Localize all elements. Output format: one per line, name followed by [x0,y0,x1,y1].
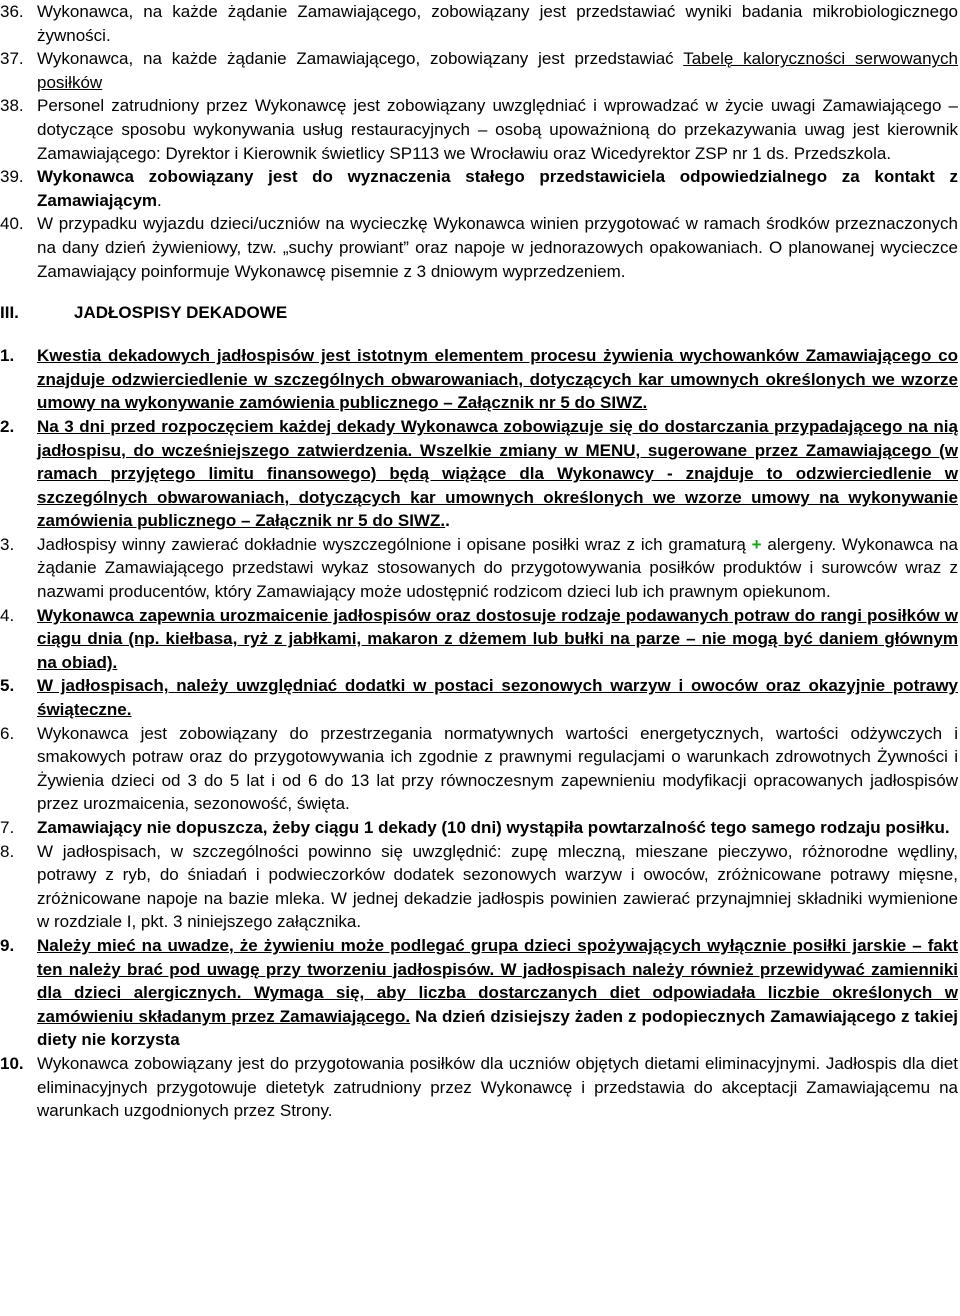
item-number: 39. [0,167,24,187]
list-item [0,212,960,283]
list-item [0,674,960,721]
item-number: 1. [0,346,15,366]
item-number: 3. [0,534,15,554]
item-text: W jadłospisach, należy uwzględniać dodatki w postaci sezonowych warzyw i owoców oraz okazyjnie potrawy świąteczne. [37,676,958,720]
item-text: alergeny. Wykonawca na żądanie Zamawiającego przedstawi wykaz stosowanych do przygotowywania posiłków produktów i surowców wraz z nazwami producentów, który Zamawiający może udostępnić rodzicom dzieci lub ich prawnym opiekunom. [37,534,958,602]
item-text: . [157,190,162,210]
list-item [0,816,960,840]
numbered-list-top [0,0,960,283]
list-item [0,0,960,47]
list-item [0,840,960,934]
list-item [0,934,960,1052]
list-item [0,165,960,212]
list-item [0,415,960,533]
item-number: 2. [0,416,15,436]
list-item [0,47,960,94]
item-number: 4. [0,605,15,625]
item-number: 10. [0,1053,24,1073]
item-number: 8. [0,841,15,861]
item-text: Jadłospisy winny zawierać dokładnie wyszczególnione i opisane posiłki wraz z ich gramaturą [37,534,752,554]
item-text: Wykonawca jest zobowiązany do przestrzegania normatywnych wartości energetycznych, wartości odżywczych i smakowych potraw oraz do przygotowywania ich zgodnie z prawnymi regulacjami o warunkach zdrowotnych Żywności i Żywienia dzieci od 3 do 5 lat i od 6 do 13 lat przy równoczesnym zapewnieniu modyfikacji opracowanych jadłospisów przez urozmaicenia, sezonowość, święta. [37,723,958,814]
item-text: Na 3 dni przed rozpoczęciem każdej dekady Wykonawca zobowiązuje się do dostarczania przypadającego na nią jadłospisu, do wcześniejszego zatwierdzenia. Wszelkie zmiany w MENU, sugerowane przez Zamawiającego (w ramach przyjętego limitu finansowego) będą wiążące dla Wykonawcy - znajduje to odzwierciedlenie w szczególnych obwarowaniach, dotyczących kar umownych określonych we wzorze umowy na wykonywanie zamówienia publicznego – Załącznik nr 5 do SIWZ. [37,416,958,531]
list-item [0,1052,960,1123]
item-number: 5. [0,676,15,696]
list-item [0,722,960,816]
item-text: . [445,511,450,531]
item-number: 38. [0,96,24,116]
section-number: III. [0,303,19,323]
item-text: Należy mieć na uwadze, że żywieniu może podlegać grupa dzieci spożywających wyłącznie posiłki jarskie – fakt ten należy brać pod uwagę przy tworzeniu jadłospisów. W jadłospisach należy również przewidywać zamienniki dla dzieci alergicznych. Wymaga się, aby liczba dostarczanych diet odpowiadała liczbie określonych w zamówieniu składanym przez Zamawiającego. [37,935,958,1026]
item-text: Wykonawca, na każde żądanie Zamawiającego, zobowiązany jest przedstawiać wyniki badania mikrobiologicznego żywności. [37,2,958,45]
section-title: JADŁOSPISY DEKADOWE [74,303,288,323]
list-item [0,94,960,165]
item-text: Wykonawca, na każde żądanie Zamawiającego, zobowiązany jest przedstawiać [37,49,684,69]
item-number: 36. [0,2,24,21]
section-heading [0,301,960,324]
item-text: Zamawiający nie dopuszcza, żeby ciągu 1 dekady (10 dni) wystąpiła powtarzalność tego samego rodzaju posiłku. [37,818,950,837]
item-number: 37. [0,49,24,69]
item-text: W przypadku wyjazdu dzieci/uczniów na wycieczkę Wykonawca winien przygotować w ramach środków przeznaczonych na dany dzień żywieniowy, tzw. „suchy prowiant” oraz napoje w jednorazowych opakowaniach. O planowanej wycieczce Zamawiający poinformuje Wykonawcę pisemnie z 3 dniowym wyprzedzeniem. [37,214,958,281]
item-text: Personel zatrudniony przez Wykonawcę jest zobowiązany uwzględniać i wprowadzać w życie uwagi Zamawiającego – dotyczące sposobu wykonywania usług restauracyjnych – osobą upoważnioną do przekazywania uwag jest kierownik Zamawiającego: Dyrektor i Kierownik świetlicy SP113 we Wrocławiu oraz Wicedyrektor ZSP nr 1 ds. Przedszkola. [37,96,958,163]
item-text: Wykonawca zapewnia urozmaicenie jadłospisów oraz dostosuje rodzaje podawanych potraw do rangi posiłków w ciągu dnia (np. kiełbasa, ryż z jabłkami, makaron z dżemem lub bułki na parze – nie mogą być daniem głównym na obiad). [37,605,958,672]
item-number: 6. [0,723,15,743]
list-item [0,344,960,415]
item-text: W jadłospisach, w szczególności powinno się uwzględnić: zupę mleczną, mieszane pieczywo, różnorodne wędliny, potrawy z ryb, do śniadań i podwieczorków dodatek sezonowych warzyw i owoców, zróżnicowane potrawy mięsne, zróżnicowane napoje na bazie mleka. W jednej dekadzie jadłospis powinien zawierać przynajmniej składniki wymienione w rozdziale I, pkt. 3 niniejszego załącznika. [37,841,958,932]
item-number: 40. [0,214,24,234]
item-text: Wykonawca zobowiązany jest do wyznaczenia stałego przedstawiciela odpowiedzialnego za kontakt z Zamawiającym [37,167,958,210]
item-number: 9. [0,935,15,955]
item-text: Na dzień dzisiejszy żaden z podopiecznych Zamawiającego z takiej diety nie korzysta [37,1006,958,1050]
item-text: Tabelę kaloryczności serwowanych posiłków [37,49,959,92]
numbered-list-section [0,344,960,1123]
item-number: 7. [0,818,15,837]
item-text: Kwestia dekadowych jadłospisów jest istotnym elementem procesu żywienia wychowanków Zamawiającego co znajduje odzwierciedlenie w szczególnych obwarowaniach, dotyczących kar umownych określonych we wzorze umowy na wykonywanie zamówienia publicznego – Załącznik nr 5 do SIWZ. [37,346,958,413]
item-text: + [751,534,762,554]
item-text: Wykonawca zobowiązany jest do przygotowania posiłków dla uczniów objętych dietami eliminacyjnymi. Jadłospis dla diet eliminacyjnych przygotowuje dietetyk zatrudniony przez Wykonawcę i przedstawia do akceptacji Zamawiającemu na warunkach uzgodnionych przez Strony. [37,1053,958,1121]
list-item [0,604,960,675]
list-item [0,533,960,604]
